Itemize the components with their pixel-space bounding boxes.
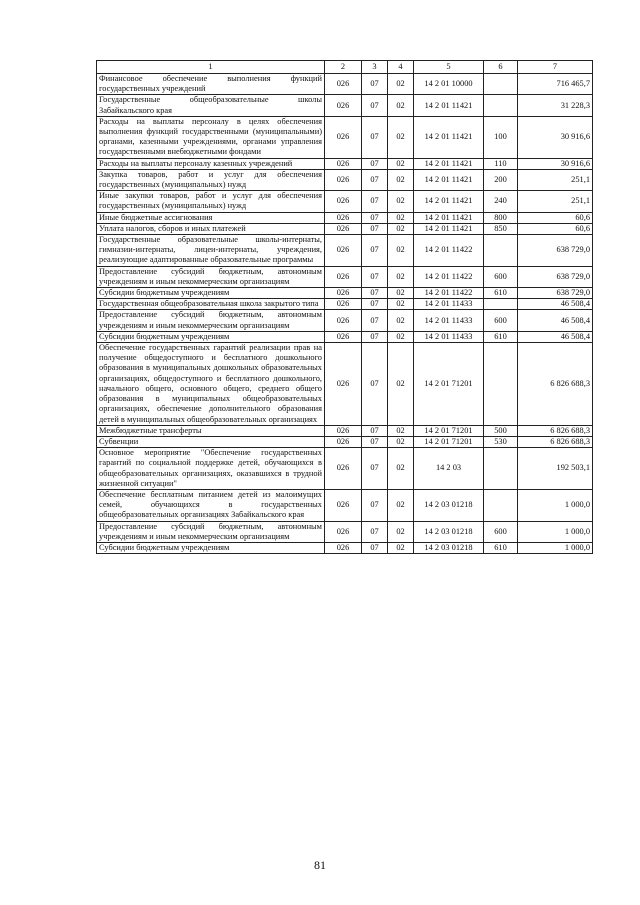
cell-subsection: 02 [388, 95, 414, 116]
cell-section: 07 [362, 116, 388, 158]
row-name: Субсидии бюджетным учреждениям [97, 542, 325, 553]
row-name: Иные бюджетные ассигнования [97, 212, 325, 223]
cell-subsection: 02 [388, 299, 414, 310]
cell-expense-type: 850 [484, 223, 518, 234]
cell-section: 07 [362, 266, 388, 287]
row-name: Субсидии бюджетным учреждениям [97, 288, 325, 299]
cell-section: 07 [362, 74, 388, 95]
table-row [97, 542, 593, 553]
cell-expense-type: 610 [484, 288, 518, 299]
cell-ministry-code: 026 [325, 223, 362, 234]
cell-expense-type: 110 [484, 158, 518, 169]
cell-amount: 251,1 [518, 191, 593, 212]
cell-ministry-code: 026 [325, 288, 362, 299]
row-name: Субвенции [97, 436, 325, 447]
col-header-1: 1 [97, 61, 325, 74]
cell-expense-type: 600 [484, 310, 518, 331]
cell-expense-type [484, 448, 518, 490]
cell-expense-type: 500 [484, 425, 518, 436]
cell-subsection: 02 [388, 425, 414, 436]
table-row [97, 116, 593, 158]
row-name: Расходы на выплаты персоналу казенных учреждений [97, 158, 325, 169]
cell-amount: 6 826 688,3 [518, 425, 593, 436]
cell-ministry-code: 026 [325, 266, 362, 287]
col-header-5: 5 [414, 61, 484, 74]
cell-amount: 6 826 688,3 [518, 343, 593, 426]
page-number: 81 [314, 858, 326, 872]
table-row [97, 74, 593, 95]
row-name: Основное мероприятие "Обеспечение государственных гарантий по социальной поддержке детей, обучающихся в общеобразовательных организациях, оказавшихся в трудной жизненной ситуации" [97, 448, 325, 490]
cell-expense-type: 600 [484, 521, 518, 542]
cell-amount: 1 000,0 [518, 521, 593, 542]
cell-target-article: 14 2 01 71201 [414, 425, 484, 436]
cell-section: 07 [362, 436, 388, 447]
cell-subsection: 02 [388, 542, 414, 553]
cell-expense-type [484, 489, 518, 521]
cell-ministry-code: 026 [325, 310, 362, 331]
cell-subsection: 02 [388, 436, 414, 447]
col-header-2: 2 [325, 61, 362, 74]
table-row [97, 425, 593, 436]
cell-target-article: 14 2 01 71201 [414, 343, 484, 426]
col-header-6: 6 [484, 61, 518, 74]
cell-amount: 638 729,0 [518, 266, 593, 287]
row-name: Субсидии бюджетным учреждениям [97, 331, 325, 342]
cell-subsection: 02 [388, 116, 414, 158]
cell-ministry-code: 026 [325, 489, 362, 521]
cell-target-article: 14 2 01 11421 [414, 212, 484, 223]
table-row [97, 331, 593, 342]
cell-expense-type: 610 [484, 542, 518, 553]
table-row [97, 343, 593, 426]
cell-expense-type [484, 74, 518, 95]
table-row [97, 266, 593, 287]
row-name: Предоставление субсидий бюджетным, автономным учреждениям и иным некоммерческим организациям [97, 521, 325, 542]
cell-expense-type: 200 [484, 169, 518, 190]
cell-ministry-code: 026 [325, 343, 362, 426]
cell-expense-type [484, 95, 518, 116]
row-name: Финансовое обеспечение выполнения функций государственных учреждений [97, 74, 325, 95]
cell-ministry-code: 026 [325, 191, 362, 212]
table-row [97, 448, 593, 490]
table-row [97, 223, 593, 234]
cell-amount: 31 228,3 [518, 95, 593, 116]
cell-subsection: 02 [388, 191, 414, 212]
cell-amount: 30 916,6 [518, 158, 593, 169]
cell-subsection: 02 [388, 343, 414, 426]
cell-section: 07 [362, 95, 388, 116]
table-row [97, 95, 593, 116]
cell-ministry-code: 026 [325, 169, 362, 190]
cell-section: 07 [362, 212, 388, 223]
cell-section: 07 [362, 235, 388, 267]
cell-target-article: 14 2 01 11433 [414, 299, 484, 310]
cell-ministry-code: 026 [325, 521, 362, 542]
cell-amount: 716 465,7 [518, 74, 593, 95]
row-name: Предоставление субсидий бюджетным, автономным учреждениям и иным некоммерческим организациям [97, 266, 325, 287]
cell-amount: 46 508,4 [518, 299, 593, 310]
cell-subsection: 02 [388, 489, 414, 521]
cell-target-article: 14 2 01 11422 [414, 288, 484, 299]
cell-expense-type: 100 [484, 116, 518, 158]
cell-amount: 638 729,0 [518, 235, 593, 267]
cell-ministry-code: 026 [325, 299, 362, 310]
row-name: Межбюджетные трансферты [97, 425, 325, 436]
table-row [97, 489, 593, 521]
cell-target-article: 14 2 03 01218 [414, 489, 484, 521]
cell-target-article: 14 2 01 11421 [414, 169, 484, 190]
cell-amount: 1 000,0 [518, 489, 593, 521]
row-name: Государственная общеобразовательная школа закрытого типа [97, 299, 325, 310]
cell-target-article: 14 2 03 01218 [414, 542, 484, 553]
cell-ministry-code: 026 [325, 542, 362, 553]
cell-target-article: 14 2 01 10000 [414, 74, 484, 95]
table-row [97, 288, 593, 299]
row-name: Государственные общеобразовательные школы Забайкальского края [97, 95, 325, 116]
cell-target-article: 14 2 01 11421 [414, 191, 484, 212]
cell-ministry-code: 026 [325, 158, 362, 169]
cell-ministry-code: 026 [325, 74, 362, 95]
cell-subsection: 02 [388, 212, 414, 223]
cell-section: 07 [362, 489, 388, 521]
cell-amount: 46 508,4 [518, 331, 593, 342]
cell-amount: 30 916,6 [518, 116, 593, 158]
cell-section: 07 [362, 158, 388, 169]
cell-subsection: 02 [388, 288, 414, 299]
cell-subsection: 02 [388, 310, 414, 331]
cell-expense-type: 610 [484, 331, 518, 342]
cell-expense-type [484, 299, 518, 310]
cell-section: 07 [362, 448, 388, 490]
cell-target-article: 14 2 01 11421 [414, 95, 484, 116]
table-row [97, 212, 593, 223]
cell-expense-type: 800 [484, 212, 518, 223]
row-name: Иные закупки товаров, работ и услуг для обеспечения государственных (муниципальных) нужд [97, 191, 325, 212]
cell-target-article: 14 2 01 11421 [414, 116, 484, 158]
cell-section: 07 [362, 425, 388, 436]
cell-amount: 6 826 688,3 [518, 436, 593, 447]
cell-amount: 1 000,0 [518, 542, 593, 553]
cell-ministry-code: 026 [325, 425, 362, 436]
row-name: Расходы на выплаты персоналу в целях обеспечения выполнения функций государственными (муниципальными) органами, казенными учреждениями, органами управления государственными внебюджетными фондами [97, 116, 325, 158]
table-row [97, 299, 593, 310]
cell-section: 07 [362, 331, 388, 342]
cell-expense-type [484, 235, 518, 267]
table-row [97, 235, 593, 267]
cell-section: 07 [362, 521, 388, 542]
row-name: Государственные образовательные школы-интернаты, гимназии-интернаты, лицеи-интернаты, учреждения, реализующие адаптированные образовательные программы [97, 235, 325, 267]
cell-target-article: 14 2 03 [414, 448, 484, 490]
cell-target-article: 14 2 01 11421 [414, 223, 484, 234]
cell-amount: 60,6 [518, 223, 593, 234]
col-header-4: 4 [388, 61, 414, 74]
table-row [97, 521, 593, 542]
cell-subsection: 02 [388, 169, 414, 190]
row-name: Закупка товаров, работ и услуг для обеспечения государственных (муниципальных) нужд [97, 169, 325, 190]
cell-ministry-code: 026 [325, 95, 362, 116]
cell-subsection: 02 [388, 266, 414, 287]
cell-target-article: 14 2 01 11422 [414, 235, 484, 267]
cell-section: 07 [362, 223, 388, 234]
cell-section: 07 [362, 288, 388, 299]
cell-expense-type: 600 [484, 266, 518, 287]
table-row [97, 191, 593, 212]
cell-ministry-code: 026 [325, 116, 362, 158]
cell-section: 07 [362, 343, 388, 426]
cell-ministry-code: 026 [325, 436, 362, 447]
cell-subsection: 02 [388, 448, 414, 490]
cell-section: 07 [362, 191, 388, 212]
cell-target-article: 14 2 01 11433 [414, 331, 484, 342]
cell-section: 07 [362, 542, 388, 553]
col-header-3: 3 [362, 61, 388, 74]
cell-amount: 638 729,0 [518, 288, 593, 299]
row-name: Обеспечение государственных гарантий реализации прав на получение общедоступного и бесплатного дошкольного образования в муниципальных дошкольных образовательных организациях, общедоступного и бесплатного дошкольного, начального общего, основного общего, среднего общего образования в муниципальных общеобразовательных организациях, обеспечение дополнительного образования детей в муниципальных общеобразовательных организациях [97, 343, 325, 426]
budget-table [96, 60, 593, 554]
cell-section: 07 [362, 299, 388, 310]
cell-amount: 251,1 [518, 169, 593, 190]
cell-ministry-code: 026 [325, 235, 362, 267]
cell-amount: 192 503,1 [518, 448, 593, 490]
col-header-7: 7 [518, 61, 593, 74]
cell-amount: 46 508,4 [518, 310, 593, 331]
cell-target-article: 14 2 01 71201 [414, 436, 484, 447]
table-row [97, 169, 593, 190]
cell-section: 07 [362, 310, 388, 331]
cell-section: 07 [362, 169, 388, 190]
cell-target-article: 14 2 01 11433 [414, 310, 484, 331]
table-body [97, 74, 593, 554]
cell-expense-type [484, 343, 518, 426]
cell-subsection: 02 [388, 158, 414, 169]
table-row [97, 158, 593, 169]
header-row [97, 61, 593, 74]
row-name: Предоставление субсидий бюджетным, автономным учреждениям и иным некоммерческим организациям [97, 310, 325, 331]
cell-subsection: 02 [388, 331, 414, 342]
table-row [97, 310, 593, 331]
row-name: Уплата налогов, сборов и иных платежей [97, 223, 325, 234]
cell-expense-type: 240 [484, 191, 518, 212]
cell-subsection: 02 [388, 74, 414, 95]
cell-ministry-code: 026 [325, 212, 362, 223]
cell-target-article: 14 2 01 11421 [414, 158, 484, 169]
cell-subsection: 02 [388, 235, 414, 267]
cell-subsection: 02 [388, 223, 414, 234]
cell-expense-type: 530 [484, 436, 518, 447]
cell-amount: 60,6 [518, 212, 593, 223]
row-name: Обеспечение бесплатным питанием детей из малоимущих семей, обучающихся в государственных общеобразовательных организациях Забайкальского края [97, 489, 325, 521]
cell-target-article: 14 2 01 11422 [414, 266, 484, 287]
cell-ministry-code: 026 [325, 331, 362, 342]
cell-target-article: 14 2 03 01218 [414, 521, 484, 542]
cell-subsection: 02 [388, 521, 414, 542]
cell-ministry-code: 026 [325, 448, 362, 490]
table-row [97, 436, 593, 447]
